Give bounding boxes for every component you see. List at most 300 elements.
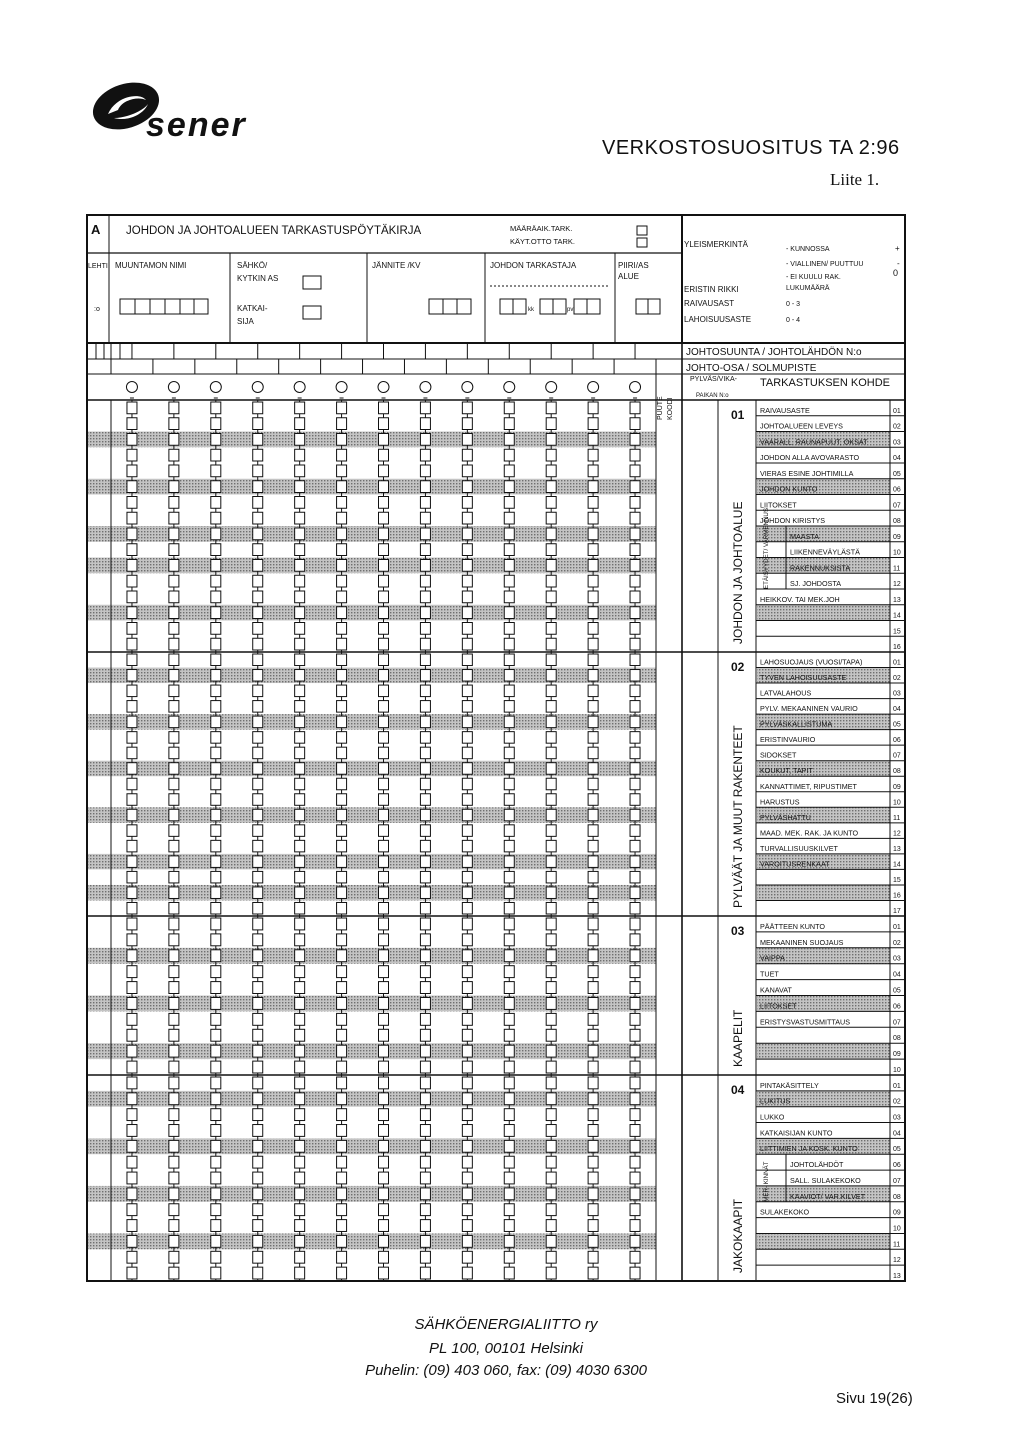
sahko-label-1: SÄHKÖ/	[237, 261, 268, 270]
entry-cell	[337, 638, 347, 650]
entry-cell	[588, 1172, 598, 1184]
entry-cell	[253, 732, 263, 744]
entry-cell	[420, 1093, 430, 1105]
item-number: 12	[893, 1257, 901, 1265]
entry-cell	[420, 1140, 430, 1152]
entry-cell	[295, 402, 305, 414]
entry-cell	[211, 497, 221, 509]
entry-cell	[379, 747, 389, 759]
entry-cell	[420, 607, 430, 619]
entry-cell	[127, 638, 137, 650]
entry-cell	[295, 449, 305, 461]
entry-cell	[127, 623, 137, 635]
entry-cell	[253, 1077, 263, 1089]
entry-cell	[211, 1251, 221, 1263]
entry-cell	[253, 763, 263, 775]
entry-cell	[504, 402, 514, 414]
entry-cell	[546, 998, 556, 1010]
entry-cell	[504, 716, 514, 728]
entry-cell	[379, 1220, 389, 1232]
entry-cell	[295, 825, 305, 837]
entry-cell	[630, 654, 640, 666]
entry-cell	[546, 840, 556, 852]
item-number: 08	[893, 1193, 901, 1201]
entry-cell	[588, 497, 598, 509]
entry-cell	[630, 918, 640, 930]
entry-cell	[462, 449, 472, 461]
entry-cell	[504, 607, 514, 619]
entry-cell	[420, 871, 430, 883]
entry-cell	[420, 623, 430, 635]
item-number: 03	[893, 1114, 901, 1122]
entry-cell	[127, 794, 137, 806]
entry-cell	[169, 1109, 179, 1121]
entry-cell	[630, 591, 640, 603]
entry-cell	[546, 497, 556, 509]
entry-cell	[337, 918, 347, 930]
entry-cell	[211, 512, 221, 524]
entry-cell	[211, 982, 221, 994]
tarkastaja-label: JOHDON TARKASTAJA	[490, 261, 577, 270]
entry-cell	[127, 716, 137, 728]
entry-cell	[253, 1156, 263, 1168]
item-label: JOHTOALUEEN LEVEYS	[760, 421, 843, 431]
entry-cell	[420, 1029, 430, 1041]
item-number: 04	[893, 1130, 901, 1138]
entry-cell	[295, 1093, 305, 1105]
day-label: pv	[567, 307, 574, 313]
entry-cell	[420, 902, 430, 914]
sahko-label-2: KYTKIN AS	[237, 274, 279, 283]
entry-cell	[546, 512, 556, 524]
item-label: PYLVÄSKALLISTUMA	[760, 719, 833, 729]
entry-cell	[420, 497, 430, 509]
entry-cell	[588, 794, 598, 806]
entry-cell	[337, 794, 347, 806]
kaytotto-label: KÄYT.OTTO TARK.	[510, 237, 576, 246]
entry-cell	[504, 998, 514, 1010]
pole-circle	[462, 382, 473, 393]
entry-cell	[127, 825, 137, 837]
entry-cell	[504, 1220, 514, 1232]
item-label: ERISTINVAURIO	[760, 735, 816, 745]
item-label: MAAD. MEK. RAK. JA KUNTO	[760, 828, 859, 838]
entry-cell	[295, 575, 305, 587]
entry-cell	[169, 1140, 179, 1152]
entry-cell	[211, 934, 221, 946]
entry-cell	[169, 966, 179, 978]
entry-cell	[462, 871, 472, 883]
entry-cell	[379, 528, 389, 540]
lahoisuusaste-label: LAHOISUUSASTE	[684, 315, 752, 324]
entry-cell	[169, 1172, 179, 1184]
entry-cell	[211, 1029, 221, 1041]
entry-cell	[588, 1093, 598, 1105]
item-label: LIITTIMIEN JA KOSK. KUNTO	[760, 1144, 858, 1154]
shaded-row	[757, 885, 890, 901]
entry-cell	[462, 418, 472, 430]
entry-cell	[253, 512, 263, 524]
entry-cell	[588, 1220, 598, 1232]
entry-cell	[379, 1061, 389, 1073]
entry-cell	[504, 512, 514, 524]
entry-cell	[504, 654, 514, 666]
item-number: 09	[893, 533, 901, 541]
entry-cell	[295, 465, 305, 477]
entry-cell	[337, 623, 347, 635]
entry-cell	[588, 654, 598, 666]
entry-cell	[546, 966, 556, 978]
item-number: 05	[893, 987, 901, 995]
entry-cell	[379, 1077, 389, 1089]
item-number: 14	[893, 612, 901, 620]
entry-cell	[588, 512, 598, 524]
entry-cell	[546, 1093, 556, 1105]
entry-cell	[420, 809, 430, 821]
item-number: 16	[893, 644, 901, 651]
entry-cell	[169, 701, 179, 713]
entry-cell	[253, 778, 263, 790]
entry-cell	[504, 449, 514, 461]
org-name: SÄHKÖENERGIALIITTO ry	[414, 1316, 598, 1333]
jannite-label: JÄNNITE /KV	[372, 261, 421, 270]
entry-cell	[169, 449, 179, 461]
entry-cell	[127, 685, 137, 697]
entry-cell	[127, 1077, 137, 1089]
entry-cell	[630, 716, 640, 728]
item-number: 11	[893, 565, 901, 573]
entry-cell	[588, 778, 598, 790]
entry-cell	[379, 544, 389, 556]
entry-cell	[211, 544, 221, 556]
item-number: 07	[893, 502, 901, 510]
entry-cell	[169, 512, 179, 524]
muuntamon-label: MUUNTAMON NIMI	[115, 261, 187, 270]
entry-cell	[337, 716, 347, 728]
item-number: 15	[893, 876, 901, 884]
entry-cell	[379, 591, 389, 603]
entry-cell	[211, 1125, 221, 1137]
kunnossa-label: - KUNNOSSA	[786, 246, 830, 253]
entry-cell	[630, 685, 640, 697]
entry-cell	[253, 934, 263, 946]
entry-cell	[211, 685, 221, 697]
entry-cell	[379, 575, 389, 587]
entry-cell	[420, 1045, 430, 1057]
entry-cell	[211, 434, 221, 446]
entry-cell	[169, 856, 179, 868]
entry-cell	[546, 481, 556, 493]
entry-cell	[379, 670, 389, 682]
entry-cell	[546, 1109, 556, 1121]
entry-cell	[337, 560, 347, 572]
entry-cell	[588, 763, 598, 775]
item-number: 05	[893, 470, 901, 478]
ei-kuulu-symbol: 0	[893, 268, 899, 278]
entry-cell	[169, 778, 179, 790]
entry-cell	[127, 918, 137, 930]
entry-cell	[588, 1235, 598, 1247]
entry-cell	[127, 763, 137, 775]
entry-cell	[420, 840, 430, 852]
entry-cell	[504, 809, 514, 821]
entry-cell	[588, 902, 598, 914]
entry-cell	[379, 418, 389, 430]
entry-cell	[337, 685, 347, 697]
entry-cell	[379, 871, 389, 883]
entry-cell	[337, 950, 347, 962]
entry-cell	[379, 1013, 389, 1025]
entry-cell	[337, 434, 347, 446]
pole-circle	[504, 382, 515, 393]
maaraaik-label: MÄÄRÄAIK.TARK.	[510, 224, 573, 233]
entry-cell	[588, 825, 598, 837]
entry-cell	[546, 1235, 556, 1247]
item-number: 06	[893, 737, 901, 745]
item-label: RAKENNUKSISTA	[790, 563, 851, 573]
pole-circle	[252, 382, 263, 393]
entry-cell	[630, 1029, 640, 1041]
entry-cell	[546, 1013, 556, 1025]
entry-cell	[337, 575, 347, 587]
entry-cell	[127, 434, 137, 446]
entry-cell	[504, 1093, 514, 1105]
piiri-label-2: ALUE	[618, 272, 639, 281]
entry-cell	[462, 998, 472, 1010]
entry-cell	[504, 1251, 514, 1263]
item-number: 01	[893, 407, 901, 415]
johto-osa-label: JOHTO-OSA / SOLMUPISTE	[686, 363, 817, 374]
form-section-letter: A	[91, 222, 101, 237]
koodi-label: KOODI	[667, 397, 674, 420]
entry-cell	[588, 887, 598, 899]
entry-cell	[169, 1267, 179, 1279]
item-label: RAIVAUSASTE	[760, 405, 810, 415]
entry-cell	[253, 1220, 263, 1232]
johtosuunta-label: JOHTOSUUNTA / JOHTOLÄHDÖN N:o	[686, 347, 862, 358]
entry-cell	[420, 1156, 430, 1168]
puute-label: PUUTE	[657, 396, 664, 420]
entry-cell	[211, 1013, 221, 1025]
entry-cell	[630, 1077, 640, 1089]
entry-cell	[169, 1125, 179, 1137]
entry-cell	[504, 856, 514, 868]
entry-cell	[462, 732, 472, 744]
entry-cell	[379, 1109, 389, 1121]
entry-cell	[127, 950, 137, 962]
entry-cell	[462, 982, 472, 994]
item-label: VAARALL. RAUNAPUUT, OKSAT	[760, 437, 868, 447]
entry-cell	[379, 1267, 389, 1279]
entry-cell	[253, 1061, 263, 1073]
entry-cell	[169, 732, 179, 744]
entry-cell	[504, 1156, 514, 1168]
entry-cell	[588, 402, 598, 414]
entry-cell	[420, 1109, 430, 1121]
entry-cell	[337, 481, 347, 493]
entry-cell	[630, 763, 640, 775]
entry-cell	[169, 575, 179, 587]
entry-cell	[295, 950, 305, 962]
item-number: 02	[893, 939, 901, 947]
entry-cell	[169, 1156, 179, 1168]
shaded-row	[757, 1233, 890, 1249]
entry-cell	[127, 1061, 137, 1073]
entry-cell	[211, 1188, 221, 1200]
entry-cell	[588, 918, 598, 930]
pylvas-label: PYLVÄS/VIKA-	[690, 376, 737, 383]
entry-cell	[588, 685, 598, 697]
entry-cell	[462, 512, 472, 524]
entry-cell	[630, 670, 640, 682]
entry-cell	[546, 402, 556, 414]
entry-cell	[546, 1125, 556, 1137]
item-label: JOHDON ALLA AVOVARASTO	[760, 453, 860, 462]
item-number: 02	[893, 675, 901, 683]
kunnossa-symbol: +	[895, 244, 900, 253]
entry-cell	[127, 871, 137, 883]
entry-cell	[462, 465, 472, 477]
entry-cell	[211, 654, 221, 666]
entry-cell	[420, 1204, 430, 1216]
entry-cell	[337, 591, 347, 603]
entry-cell	[546, 794, 556, 806]
entry-cell	[630, 840, 640, 852]
entry-cell	[504, 1109, 514, 1121]
entry-cell	[546, 934, 556, 946]
appendix-label: Liite 1.	[830, 170, 880, 189]
entry-cell	[211, 998, 221, 1010]
entry-cell	[462, 638, 472, 650]
entry-cell	[379, 497, 389, 509]
entry-cell	[211, 1077, 221, 1089]
entry-cell	[504, 1061, 514, 1073]
entry-cell	[420, 856, 430, 868]
entry-cell	[379, 638, 389, 650]
entry-cell	[169, 1188, 179, 1200]
entry-cell	[462, 1013, 472, 1025]
entry-cell	[588, 840, 598, 852]
entry-cell	[253, 418, 263, 430]
entry-cell	[630, 497, 640, 509]
entry-cell	[420, 685, 430, 697]
entry-cell	[546, 1156, 556, 1168]
section-code: 02	[731, 660, 745, 674]
entry-cell	[504, 591, 514, 603]
entry-cell	[337, 982, 347, 994]
entry-cell	[127, 670, 137, 682]
entry-cell	[127, 840, 137, 852]
entry-cell	[588, 481, 598, 493]
entry-cell	[588, 1013, 598, 1025]
entry-cell	[546, 1140, 556, 1152]
entry-cell	[253, 481, 263, 493]
entry-cell	[546, 1061, 556, 1073]
entry-cell	[588, 966, 598, 978]
entry-cell	[379, 856, 389, 868]
entry-cell	[253, 1125, 263, 1137]
item-number: 10	[893, 1225, 901, 1233]
item-label: VAIPPA	[760, 953, 785, 963]
entry-cell	[127, 902, 137, 914]
entry-cell	[504, 481, 514, 493]
item-label: MEKAANINEN SUOJAUS	[760, 937, 844, 947]
entry-cell	[630, 623, 640, 635]
entry-cell	[546, 591, 556, 603]
entry-cell	[462, 1125, 472, 1137]
entry-cell	[337, 1077, 347, 1089]
entry-cell	[211, 701, 221, 713]
entry-cell	[211, 638, 221, 650]
entry-cell	[379, 1188, 389, 1200]
entry-cell	[588, 1077, 598, 1089]
entry-cell	[253, 809, 263, 821]
entry-cell	[588, 934, 598, 946]
item-number: 05	[893, 721, 901, 729]
entry-cell	[379, 887, 389, 899]
entry-cell	[169, 591, 179, 603]
entry-cell	[337, 449, 347, 461]
entry-cell	[169, 638, 179, 650]
entry-cell	[169, 982, 179, 994]
entry-cell	[504, 1140, 514, 1152]
item-label: PÄÄTTEEN KUNTO	[760, 921, 825, 931]
entry-cell	[211, 856, 221, 868]
entry-cell	[462, 670, 472, 682]
entry-cell	[379, 434, 389, 446]
item-label: TYVEN LAHOISUUSASTE	[760, 673, 847, 683]
item-label: PYLVÄSHATTU	[760, 812, 811, 822]
entry-cell	[504, 434, 514, 446]
entry-cell	[588, 1045, 598, 1057]
entry-cell	[379, 402, 389, 414]
entry-cell	[420, 966, 430, 978]
shaded-row	[757, 526, 890, 542]
entry-cell	[169, 1235, 179, 1247]
entry-cell	[169, 809, 179, 821]
entry-cell	[337, 607, 347, 619]
entry-cell	[504, 623, 514, 635]
entry-cell	[546, 825, 556, 837]
entry-cell	[127, 1125, 137, 1137]
entry-cell	[630, 1172, 640, 1184]
entry-cell	[211, 871, 221, 883]
item-number: 07	[893, 752, 901, 760]
pole-circle	[210, 382, 221, 393]
entry-cell	[462, 856, 472, 868]
entry-cell	[462, 887, 472, 899]
entry-cell	[630, 607, 640, 619]
entry-cell	[630, 1125, 640, 1137]
entry-cell	[630, 778, 640, 790]
item-number: 01	[893, 1082, 901, 1090]
entry-cell	[127, 701, 137, 713]
entry-cell	[504, 528, 514, 540]
entry-cell	[379, 449, 389, 461]
entry-cell	[630, 747, 640, 759]
entry-cell	[211, 591, 221, 603]
entry-cell	[546, 544, 556, 556]
item-number: 17	[893, 908, 901, 915]
entry-cell	[127, 778, 137, 790]
entry-cell	[253, 871, 263, 883]
entry-cell	[504, 1188, 514, 1200]
item-number: 08	[893, 1035, 901, 1043]
entry-cell	[504, 934, 514, 946]
entry-cell	[462, 528, 472, 540]
yleismerkinta-label: YLEISMERKINTÄ	[684, 240, 749, 249]
entry-cell	[588, 1204, 598, 1216]
